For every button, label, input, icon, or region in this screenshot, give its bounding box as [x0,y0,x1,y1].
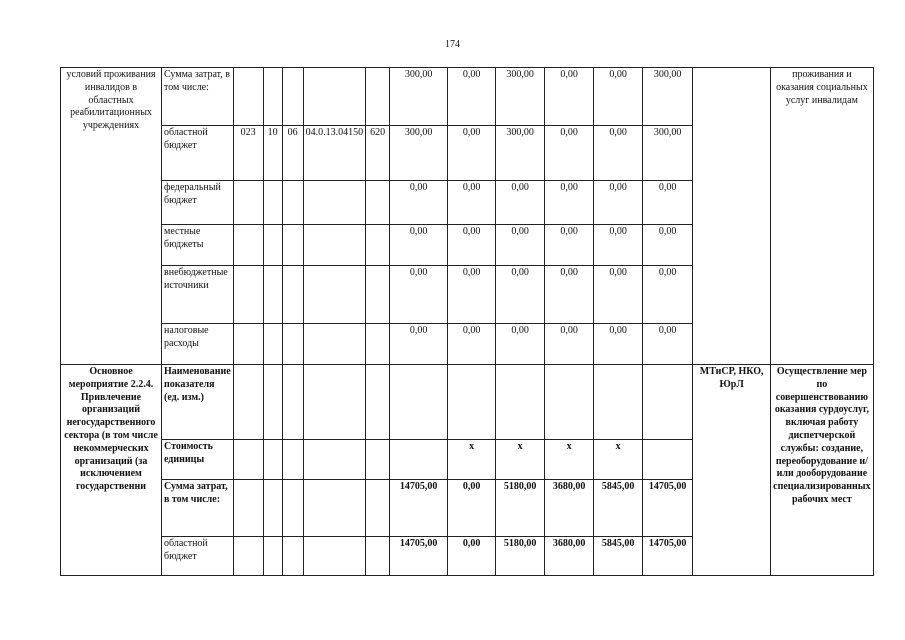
value-total: 0,00 [390,181,448,225]
expected-result: Осуществление мер по совершенствованию оказания сурдоуслуг, включая работу диспетчерской службы: создание, переоборудование и/или дооборудование специализированных рабочих мест [771,365,873,576]
vr-code [366,365,390,440]
value-year-1: 0,00 [448,480,496,537]
value-total [390,365,448,440]
grbs-code [233,537,263,576]
pr-code [282,181,303,225]
vr-code: 620 [366,126,390,181]
value-year-3: 0,00 [545,324,594,365]
vr-code [366,324,390,365]
value-total: 0,00 [390,324,448,365]
csr-code: 04.0.13.04150 [303,126,366,181]
executor [693,68,771,365]
vr-code [366,480,390,537]
value-year-1: 0,00 [448,537,496,576]
csr-code [303,365,366,440]
rz-code [263,324,282,365]
value-year-2: х [496,440,545,480]
csr-code [303,225,366,266]
grbs-code [233,440,263,480]
csr-code [303,480,366,537]
value-year-5: 14705,00 [643,537,693,576]
value-year-1: 0,00 [448,225,496,266]
executor: МТиСР, НКО, ЮрЛ [693,365,771,576]
table-row [61,365,874,440]
value-total: 300,00 [390,126,448,181]
value-year-3: 0,00 [545,126,594,181]
value-year-4: х [594,440,643,480]
grbs-code [233,365,263,440]
line-label: областной бюджет [162,126,234,181]
value-year-2: 0,00 [496,181,545,225]
pr-code: 06 [282,126,303,181]
grbs-code [233,480,263,537]
line-label: Стоимость единицы [162,440,234,480]
value-year-1: 0,00 [448,324,496,365]
pr-code [282,365,303,440]
csr-code [303,537,366,576]
rz-code [263,266,282,324]
value-year-5 [643,440,693,480]
table-row [61,68,874,126]
pr-code [282,68,303,126]
value-year-2: 0,00 [496,324,545,365]
rz-code [263,365,282,440]
vr-code [366,68,390,126]
csr-code [303,324,366,365]
value-year-5: 300,00 [643,126,693,181]
rz-code [263,181,282,225]
line-label: налоговые расходы [162,324,234,365]
value-year-3: 0,00 [545,225,594,266]
csr-code [303,68,366,126]
value-total: 300,00 [390,68,448,126]
value-year-3: х [545,440,594,480]
value-year-2: 300,00 [496,68,545,126]
value-total: 14705,00 [390,537,448,576]
value-year-1: 0,00 [448,68,496,126]
pr-code [282,480,303,537]
value-total: 0,00 [390,266,448,324]
value-year-5: 0,00 [643,324,693,365]
pr-code [282,266,303,324]
value-year-5: 0,00 [643,181,693,225]
value-year-3: 0,00 [545,68,594,126]
pr-code [282,324,303,365]
value-year-4: 5845,00 [594,537,643,576]
csr-code [303,181,366,225]
value-total: 14705,00 [390,480,448,537]
value-year-2: 5180,00 [496,480,545,537]
pr-code [282,225,303,266]
grbs-code [233,324,263,365]
value-year-4: 0,00 [594,324,643,365]
line-label: местные бюджеты [162,225,234,266]
vr-code [366,440,390,480]
value-year-3 [545,365,594,440]
value-year-4: 0,00 [594,68,643,126]
measure-description: условий проживания инвалидов в областных реабилитационных учреждениях [61,68,162,365]
rz-code [263,68,282,126]
value-year-2: 300,00 [496,126,545,181]
value-total [390,440,448,480]
value-total: 0,00 [390,225,448,266]
value-year-2: 0,00 [496,266,545,324]
value-year-5: 300,00 [643,68,693,126]
value-year-2 [496,365,545,440]
page-number: 174 [445,39,460,50]
grbs-code [233,68,263,126]
value-year-4: 0,00 [594,225,643,266]
budget-table [60,67,874,576]
value-year-3: 3680,00 [545,537,594,576]
value-year-3: 3680,00 [545,480,594,537]
line-label: Наименование показателя (ед. изм.) [162,365,234,440]
value-year-1: 0,00 [448,181,496,225]
line-label: внебюджетные источники [162,266,234,324]
value-year-5 [643,365,693,440]
value-year-4: 0,00 [594,266,643,324]
vr-code [366,225,390,266]
measure-description: Основное мероприятие 2.2.4. Привлечение организаций негосударственного сектора (в том числе некоммерческих организаций (за исключением государственни [61,365,162,576]
value-year-4: 5845,00 [594,480,643,537]
line-label: Сумма затрат, в том числе: [162,68,234,126]
rz-code [263,440,282,480]
grbs-code: 023 [233,126,263,181]
value-year-4 [594,365,643,440]
vr-code [366,537,390,576]
value-year-1: 0,00 [448,266,496,324]
rz-code [263,480,282,537]
line-label: Сумма затрат, в том числе: [162,480,234,537]
value-year-3: 0,00 [545,181,594,225]
value-year-2: 5180,00 [496,537,545,576]
rz-code: 10 [263,126,282,181]
value-year-1 [448,365,496,440]
csr-code [303,266,366,324]
line-label: областной бюджет [162,537,234,576]
grbs-code [233,181,263,225]
line-label: федеральный бюджет [162,181,234,225]
vr-code [366,266,390,324]
grbs-code [233,266,263,324]
value-year-2: 0,00 [496,225,545,266]
value-year-1: 0,00 [448,126,496,181]
pr-code [282,440,303,480]
value-year-4: 0,00 [594,181,643,225]
pr-code [282,537,303,576]
expected-result: проживания и оказания социальных услуг инвалидам [771,68,873,365]
value-year-3: 0,00 [545,266,594,324]
value-year-5: 0,00 [643,225,693,266]
value-year-5: 0,00 [643,266,693,324]
value-year-5: 14705,00 [643,480,693,537]
vr-code [366,181,390,225]
value-year-1: х [448,440,496,480]
grbs-code [233,225,263,266]
rz-code [263,225,282,266]
rz-code [263,537,282,576]
value-year-4: 0,00 [594,126,643,181]
csr-code [303,440,366,480]
